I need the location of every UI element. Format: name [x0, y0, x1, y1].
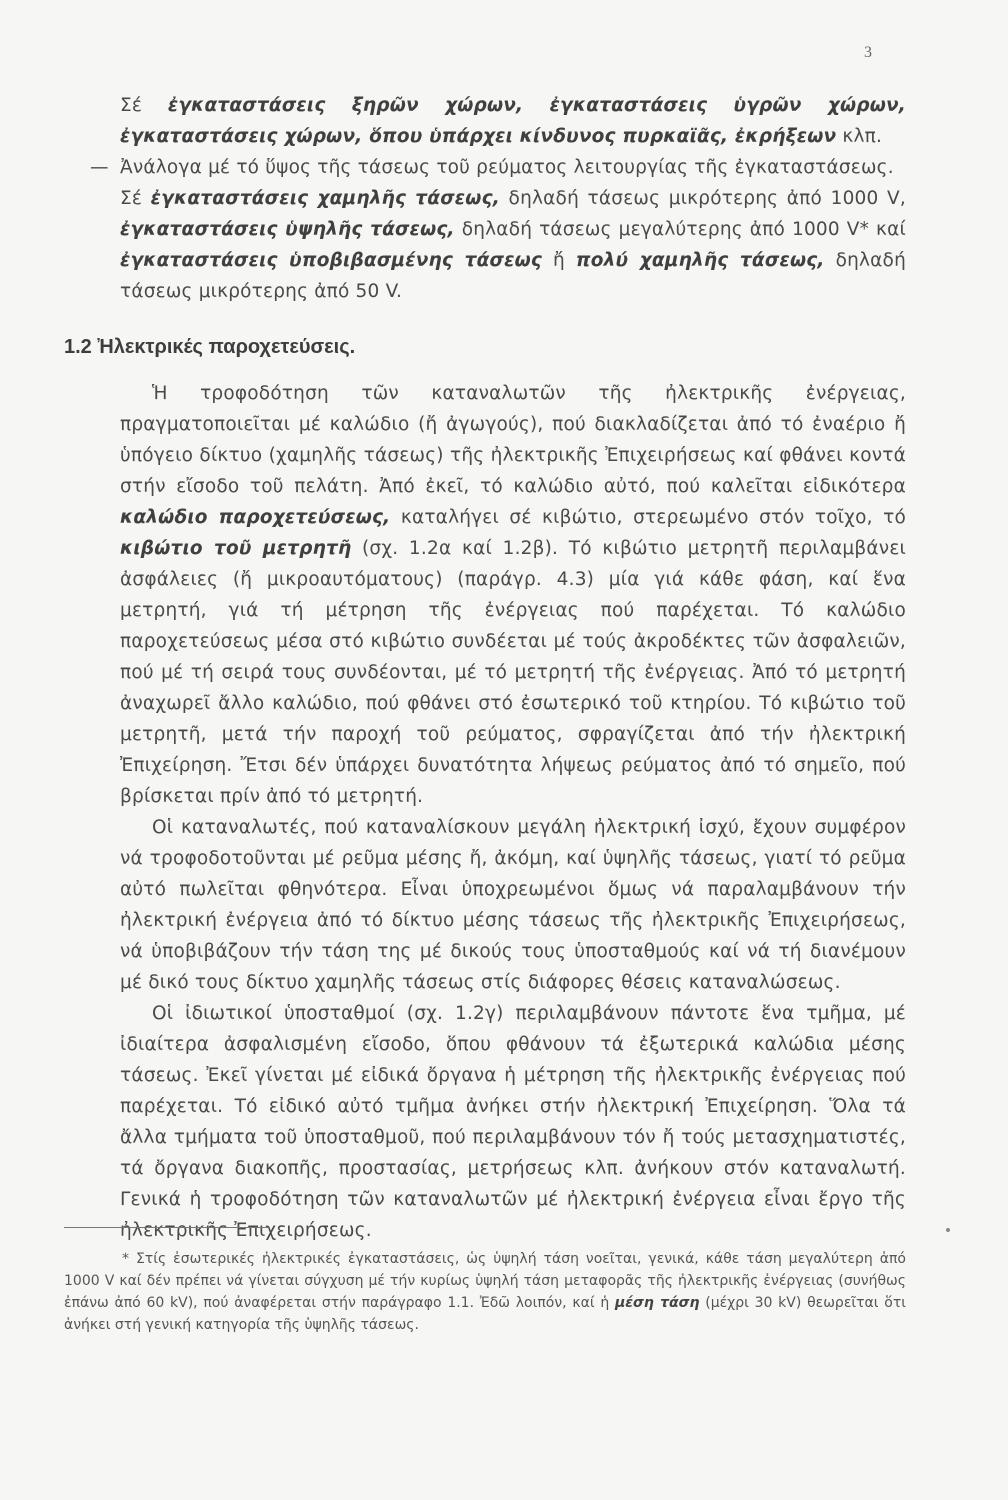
footnote-divider	[64, 1227, 270, 1228]
installation-types-list	[90, 90, 907, 307]
list-text: Σέ	[120, 188, 151, 209]
list-item-voltage-height	[90, 152, 906, 183]
list-item-text: Ἀνάλογα μέ τό ὕψος τῆς τάσεως τοῦ ρεύματος λειτουργίας τῆς ἐγκαταστάσεως.	[120, 157, 894, 178]
paragraph-text: καταλήγει σέ κιβώτιο, στερεωμένο στόν τοῖχο, τό	[390, 507, 906, 528]
paragraph-text: (σχ. 1.2α καί 1.2β). Τό κιβώτιο μετρητῆ περιλαμβάνει ἀσφάλειες (ἤ μικροαυτόματους) (παράγρ. 4.3) μία γιά κάθε φάση, καί ἕνα μετρητή, γιά τή μέτρηση τῆς ἐνέργειας πού παρέχεται. Τό καλώδιο παροχετεύσεως μέσα στό κιβώτιο συνδέεται μέ τούς ἀκροδέκτες τῶν ἀσφαλειῶν, πού μέ τή σειρά τους συνδέονται, μέ τό μετρητή τῆς ἐνέργειας. Ἀπό τό μετρητή ἀναχωρεῖ ἄλλο καλώδιο, πού φθάνει στό ἐσωτερικό τοῦ κτηρίου. Τό κιβώτιο τοῦ μετρητῆ, μετά τήν παροχή τοῦ ρεύματος, σφραγίζεται ἀπό τήν ἠλεκτρική Ἐπιχείρηση. Ἔτσι δέν ὑπάρχει δυνατότητα λήψεως ρεύματος ἀπό τό σημεῖο, πού βρίσκεται πρίν ἀπό τό μετρητή.	[120, 538, 906, 807]
list-item-moisture-classes	[120, 90, 906, 152]
emphasis-term: ἐγκαταστάσεις ξηρῶν χώρων, ἐγκαταστάσεις ὑγρῶν χώρων, ἐγκαταστάσεις χώρων, ὅπου ὑπάρχει κίνδυνος πυρκαϊᾶς, ἐκρήξεων	[120, 95, 906, 147]
footnote-text: (μέχρι 30 kV) θεωρεῖται ὅτι ἀνήκει στή γενική κατηγορία τῆς ὑψηλῆς τάσεως.	[64, 1295, 906, 1333]
emphasis-term: κιβώτιο τοῦ μετρητῆ	[120, 538, 352, 559]
scan-speck	[946, 1228, 950, 1232]
list-text: δηλαδή τάσεως μικρότερης ἀπό 50 V.	[120, 250, 907, 302]
list-text: ἤ	[542, 250, 576, 271]
emphasis-term: πολύ χαμηλῆς τάσεως,	[575, 250, 825, 271]
emphasis-term: ἐγκαταστάσεις χαμηλῆς τάσεως,	[150, 188, 500, 209]
list-text: δηλαδή τάσεως μικρότερης ἀπό 1000 V,	[499, 188, 906, 209]
section-heading: 1.2 Ἠλεκτρικές παροχετεύσεις.	[64, 336, 356, 358]
body-text	[120, 378, 906, 1246]
emphasis-term: μέση τάση	[614, 1295, 700, 1311]
list-text: Σέ	[120, 95, 168, 116]
page-number: 3	[864, 44, 872, 61]
emphasis-term: καλώδιο παροχετεύσεως,	[120, 507, 391, 528]
paragraph: Οἱ καταναλωτές, πού καταναλίσκουν μεγάλη ἠλεκτρική ἰσχύ, ἔχουν συμφέρον νά τροφοδοτοῦνται μέ ρεῦμα μέσης ἤ, ἀκόμη, καί ὑψηλῆς τάσεως, γιατί τό ρεῦμα αὐτό πωλεῖται φθηνότερα. Εἶναι ὑποχρεωμένοι ὅμως νά παραλαμβάνουν τήν ἠλεκτρική ἐνέργεια ἀπό τό δίκτυο μέσης τάσεως τῆς ἠλεκτρικῆς Ἐπιχειρήσεως, νά ὑποβιβάζουν τήν τάση της μέ δικούς τους ὑποσταθμούς καί νά τή διανέμουν μέ δικό τους δίκτυο χαμηλῆς τάσεως στίς διάφορες θέσεις καταναλώσεως.	[120, 817, 906, 993]
list-text: δηλαδή τάσεως μεγαλύτερης ἀπό 1000 V* καί	[454, 219, 906, 240]
list-item-text	[120, 90, 906, 152]
footnote-text: * Στίς ἐσωτερικές ἠλεκτρικές ἐγκαταστάσεις, ὡς ὑψηλή τάση νοεῖται, γενικά, κάθε τάση μεγαλύτερη ἀπό 1000 V καί δέν πρέπει νά γίνεται σύγχυση μέ τήν κυρίως ὑψηλή τάση μεταφορᾶς τῆς ἠλεκτρικῆς ἐνέργειας (συνήθως ἐπάνω ἀπό 60 kV), πού ἀναφέρεται στήν παράγραφο 1.1. Ἐδῶ λοιπόν, καί ἡ	[64, 1251, 906, 1311]
paragraph	[120, 378, 906, 812]
emphasis-term: ἐγκαταστάσεις ὑψηλῆς τάσεως,	[120, 219, 455, 240]
list-text: κλπ.	[836, 126, 883, 147]
list-item-voltage-classes	[120, 183, 906, 307]
list-item-text	[120, 183, 906, 307]
paragraph: Οἱ ἰδιωτικοί ὑποσταθμοί (σχ. 1.2γ) περιλαμβάνουν πάντοτε ἕνα τμῆμα, μέ ἰδιαίτερα ἀσφαλισμένη εἴσοδο, ὅπου φθάνουν τά ἐξωτερικά καλώδια μέσης τάσεως. Ἐκεῖ γίνεται μέ εἰδικά ὄργανα ἡ μέτρηση τῆς ἠλεκτρικῆς ἐνέργειας πού παρέχεται. Τό εἰδικό αὐτό τμῆμα ἀνήκει στήν ἠλεκτρική Ἐπιχείρηση. Ὅλα τά ἄλλα τμήματα τοῦ ὑποσταθμοῦ, πού περιλαμβάνουν τόν ἤ τούς μετασχηματιστές, τά ὄργανα διακοπῆς, προστασίας, μετρήσεως κλπ. ἀνήκουν στόν καταναλωτή. Γενικά ἡ τροφοδότηση τῶν καταναλωτῶν μέ ἠλεκτρική ἐνέργεια εἶναι ἔργο τῆς ἠλεκτρικῆς Ἐπιχειρήσεως.	[120, 1003, 906, 1241]
list-dash: —	[90, 157, 109, 178]
footnote	[64, 1248, 906, 1336]
paragraph-text: Ἡ τροφοδότηση τῶν καταναλωτῶν τῆς ἠλεκτρικῆς ἐνέργειας, πραγματοποιεῖται μέ καλώδιο (ἤ ἀγωγούς), πού διακλαδίζεται ἀπό τό ἐναέριο ἤ ὑπόγειο δίκτυο (χαμηλῆς τάσεως) τῆς ἠλεκτρικῆς Ἐπιχειρήσεως καί φθάνει κοντά στήν εἴσοδο τοῦ πελάτη. Ἀπό ἐκεῖ, τό καλώδιο αὐτό, πού καλεῖται εἰδικότερα	[120, 383, 906, 497]
emphasis-term: ἐγκαταστάσεις ὑποβιβασμένης τάσεως	[120, 250, 543, 271]
